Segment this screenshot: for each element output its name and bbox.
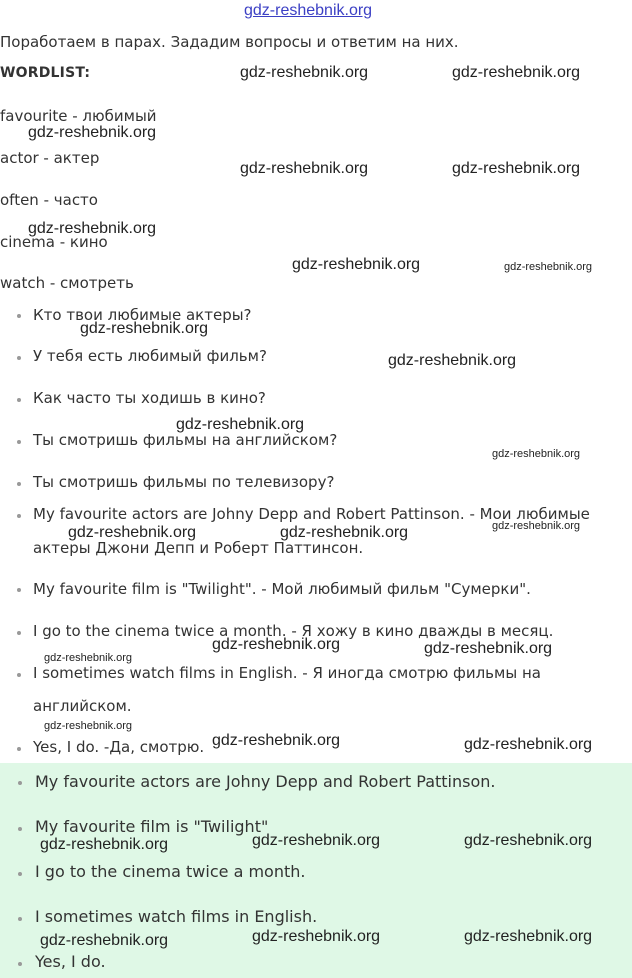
site-link[interactable]: gdz-reshebnik.org <box>244 2 373 19</box>
watermark: gdz-reshebnik.org <box>388 352 517 369</box>
english-answer: My favourite actors are Johny Depp and Robert Pattinson. <box>35 772 496 791</box>
wordlist-item: watch - смотреть <box>0 274 134 292</box>
watermark: gdz-reshebnik.org <box>504 261 593 273</box>
bullet-icon <box>17 673 21 677</box>
wordlist-item: favourite - любимый <box>0 107 157 125</box>
watermark: gdz-reshebnik.org <box>80 320 209 337</box>
bullet-icon <box>18 962 22 966</box>
bullet-icon <box>17 440 21 444</box>
question-item: Ты смотришь фильмы на английском? <box>33 431 338 449</box>
answer-line: I go to the cinema twice a month. - Я хожу в кино дважды в месяц. <box>33 622 554 640</box>
watermark: gdz-reshebnik.org <box>44 652 133 664</box>
watermark: gdz-reshebnik.org <box>464 736 593 753</box>
watermark: gdz-reshebnik.org <box>28 220 157 237</box>
english-answer: I go to the cinema twice a month. <box>35 862 306 881</box>
answer-line: I sometimes watch films in English. - Я иногда смотрю фильмы на <box>33 664 541 682</box>
english-answer: I sometimes watch films in English. <box>35 907 318 926</box>
watermark: gdz-reshebnik.org <box>492 448 581 460</box>
watermark: gdz-reshebnik.org <box>68 524 197 541</box>
watermark: gdz-reshebnik.org <box>492 520 581 532</box>
watermark: gdz-reshebnik.org <box>292 256 421 273</box>
watermark: gdz-reshebnik.org <box>464 832 593 849</box>
question-item: Кто твои любимые актеры? <box>33 306 252 324</box>
watermark: gdz-reshebnik.org <box>44 720 133 732</box>
watermark: gdz-reshebnik.org <box>424 640 553 657</box>
answer-line: актеры Джони Депп и Роберт Паттинсон. <box>33 539 364 557</box>
wordlist-item: cinema - кино <box>0 233 108 251</box>
watermark: gdz-reshebnik.org <box>40 836 169 853</box>
watermark: gdz-reshebnik.org <box>240 160 369 177</box>
bullet-icon <box>18 917 22 921</box>
wordlist-item: actor - актер <box>0 149 100 167</box>
bullet-icon <box>17 398 21 402</box>
answer-line: английском. <box>33 697 132 715</box>
answer-line: Yes, I do. -Да, смотрю. <box>33 738 205 756</box>
question-item: Ты смотришь фильмы по телевизору? <box>33 473 335 491</box>
bullet-icon <box>17 588 21 592</box>
watermark: gdz-reshebnik.org <box>464 928 593 945</box>
bullet-icon <box>17 356 21 360</box>
bullet-icon <box>17 747 21 751</box>
watermark: gdz-reshebnik.org <box>212 732 341 749</box>
answer-line: My favourite actors are Johny Depp and Robert Pattinson. - Мои любимые <box>33 505 590 523</box>
question-item: Как часто ты ходишь в кино? <box>33 389 266 407</box>
bullet-icon <box>18 781 22 785</box>
watermark: gdz-reshebnik.org <box>28 124 157 141</box>
bullet-icon <box>18 872 22 876</box>
answer-line: My favourite film is "Twilight". - Мой любимый фильм "Сумерки". <box>33 580 531 598</box>
watermark: gdz-reshebnik.org <box>452 160 581 177</box>
watermark: gdz-reshebnik.org <box>452 64 581 81</box>
bullet-icon <box>18 827 22 831</box>
watermark: gdz-reshebnik.org <box>176 416 305 433</box>
wordlist-heading: WORDLIST: <box>0 65 91 81</box>
watermark: gdz-reshebnik.org <box>280 524 409 541</box>
bullet-icon <box>17 314 21 318</box>
english-answer: Yes, I do. <box>35 952 106 971</box>
wordlist-item: often - часто <box>0 191 98 209</box>
watermark: gdz-reshebnik.org <box>252 928 381 945</box>
intro-text: Поработаем в парах. Зададим вопросы и ответим на них. <box>0 33 459 51</box>
question-item: У тебя есть любимый фильм? <box>33 347 267 365</box>
watermark: gdz-reshebnik.org <box>40 932 169 949</box>
bullet-icon <box>17 514 21 518</box>
bullet-icon <box>17 482 21 486</box>
english-answer: My favourite film is "Twilight" <box>35 817 269 836</box>
watermark: gdz-reshebnik.org <box>240 64 369 81</box>
bullet-icon <box>17 631 21 635</box>
watermark: gdz-reshebnik.org <box>212 636 341 653</box>
watermark: gdz-reshebnik.org <box>252 832 381 849</box>
